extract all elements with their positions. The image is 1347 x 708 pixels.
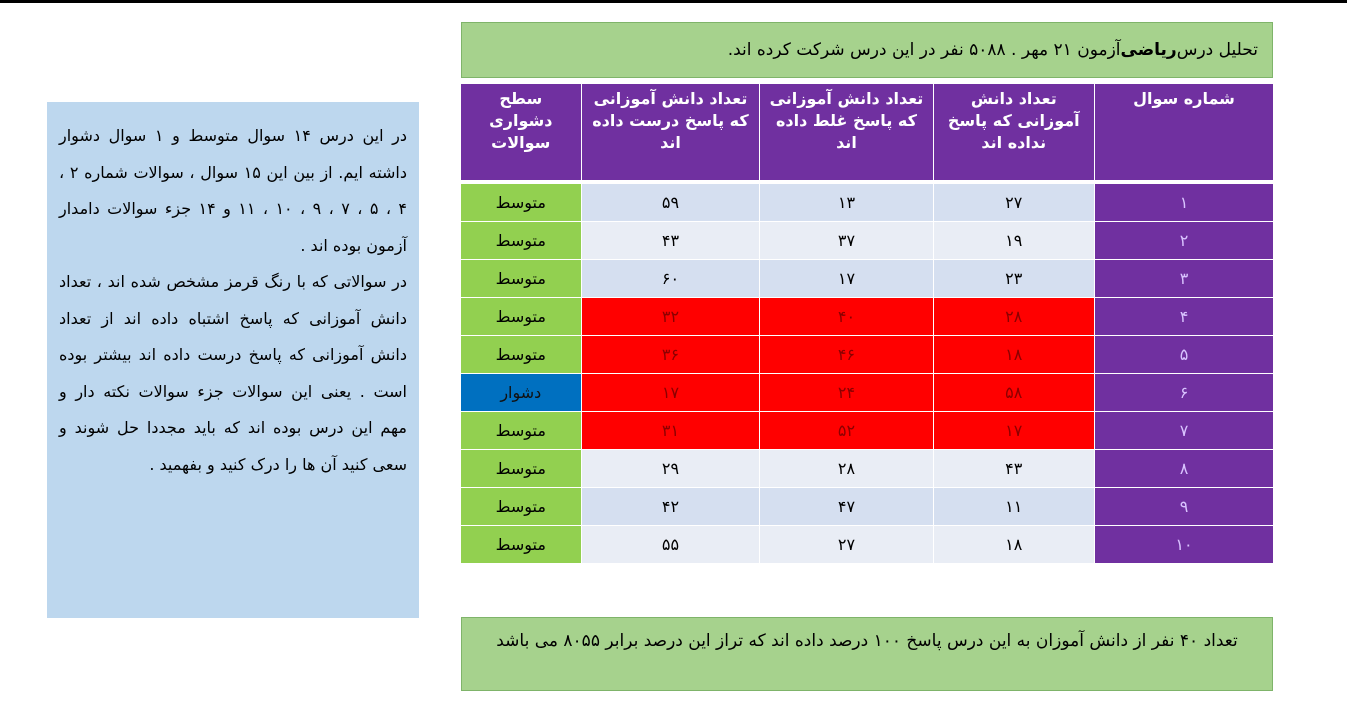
cell-question-number: ۲ (1094, 222, 1273, 260)
cell-wrong: ۳۷ (759, 222, 932, 260)
cell-wrong: ۵۲ (759, 412, 932, 450)
cell-question-number: ۴ (1094, 298, 1273, 336)
header-difficulty: سطح دشواری سوالات (461, 84, 581, 184)
cell-correct: ۳۱ (581, 412, 760, 450)
cell-difficulty: متوسط (461, 298, 581, 336)
cell-wrong: ۱۷ (759, 260, 932, 298)
cell-wrong: ۴۶ (759, 336, 932, 374)
table-row (461, 412, 1273, 450)
summary-note: تعداد ۴۰ نفر از دانش آموزان به این درس پاسخ ۱۰۰ درصد داده اند که تراز این درصد برابر ۸۰۵۵ می باشد (461, 617, 1273, 691)
table-row (461, 298, 1273, 336)
cell-question-number: ۶ (1094, 374, 1273, 412)
cell-wrong: ۲۷ (759, 526, 932, 564)
note-paragraph-2: در سوالاتی که با رنگ قرمز مشخص شده اند ، تعداد دانش آموزانی که پاسخ اشتباه داده اند از تعداد دانش آموزانی که پاسخ درست داده اند بیشتر بوده است . یعنی این سوالات جزء سوالات نکته دار و مهم این درس بوده اند که باید مجددا حل شوند و سعی کنید آن ها را درک کنید و بفهمید . (59, 272, 407, 474)
cell-difficulty: متوسط (461, 260, 581, 298)
cell-no-answer: ۱۸ (933, 526, 1094, 564)
question-analysis-table (461, 84, 1273, 564)
table-header-row (461, 84, 1273, 184)
table-row (461, 336, 1273, 374)
table-row (461, 374, 1273, 412)
cell-correct: ۳۶ (581, 336, 760, 374)
cell-difficulty: متوسط (461, 336, 581, 374)
header-wrong: تعداد دانش آموزانی که پاسخ غلط داده اند (759, 84, 932, 184)
cell-difficulty: متوسط (461, 488, 581, 526)
cell-difficulty: متوسط (461, 222, 581, 260)
cell-correct: ۳۲ (581, 298, 760, 336)
cell-difficulty: متوسط (461, 412, 581, 450)
table-row (461, 526, 1273, 564)
cell-no-answer: ۱۸ (933, 336, 1094, 374)
cell-question-number: ۵ (1094, 336, 1273, 374)
cell-no-answer: ۱۱ (933, 488, 1094, 526)
cell-wrong: ۲۸ (759, 450, 932, 488)
cell-question-number: ۹ (1094, 488, 1273, 526)
cell-wrong: ۴۰ (759, 298, 932, 336)
cell-no-answer: ۲۳ (933, 260, 1094, 298)
title-suffix: آزمون ۲۱ مهر . ۵۰۸۸ نفر در این درس شرکت کرده اند. (727, 40, 1121, 60)
table-row (461, 260, 1273, 298)
cell-difficulty: متوسط (461, 450, 581, 488)
cell-question-number: ۱ (1094, 184, 1273, 222)
cell-question-number: ۱۰ (1094, 526, 1273, 564)
cell-wrong: ۴۷ (759, 488, 932, 526)
note-paragraph-1: در این درس ۱۴ سوال متوسط و ۱ سوال دشوار داشته ایم. از بین این ۱۵ سوال ، سوالات شماره ۲ ، ۴ ، ۵ ، ۷ ، ۹ ، ۱۰ ، ۱۱ و ۱۴ جزء سوالات دامدار آزمون بوده اند . (59, 126, 407, 255)
table-row (461, 184, 1273, 222)
cell-correct: ۶۰ (581, 260, 760, 298)
top-border-line (0, 0, 1347, 3)
cell-correct: ۲۹ (581, 450, 760, 488)
cell-no-answer: ۲۷ (933, 184, 1094, 222)
cell-wrong: ۲۴ (759, 374, 932, 412)
cell-difficulty: متوسط (461, 526, 581, 564)
header-question-number: شماره سوال (1094, 84, 1273, 184)
cell-no-answer: ۲۸ (933, 298, 1094, 336)
cell-correct: ۱۷ (581, 374, 760, 412)
table-row (461, 450, 1273, 488)
cell-difficulty: دشوار (461, 374, 581, 412)
cell-no-answer: ۱۹ (933, 222, 1094, 260)
cell-question-number: ۳ (1094, 260, 1273, 298)
header-no-answer: تعداد دانش آموزانی که پاسخ نداده اند (933, 84, 1094, 184)
title-prefix: تحلیل درس (1176, 40, 1258, 60)
cell-no-answer: ۵۸ (933, 374, 1094, 412)
table-row (461, 222, 1273, 260)
cell-correct: ۵۹ (581, 184, 760, 222)
cell-no-answer: ۴۳ (933, 450, 1094, 488)
cell-correct: ۴۳ (581, 222, 760, 260)
title-subject: ریاضی (1120, 40, 1177, 60)
table-row (461, 488, 1273, 526)
cell-question-number: ۸ (1094, 450, 1273, 488)
cell-wrong: ۱۳ (759, 184, 932, 222)
cell-difficulty: متوسط (461, 184, 581, 222)
cell-correct: ۵۵ (581, 526, 760, 564)
cell-correct: ۴۲ (581, 488, 760, 526)
cell-question-number: ۷ (1094, 412, 1273, 450)
analysis-title (461, 22, 1273, 78)
header-correct: تعداد دانش آموزانی که پاسخ درست داده اند (581, 84, 760, 184)
explanation-note (47, 102, 419, 618)
cell-no-answer: ۱۷ (933, 412, 1094, 450)
